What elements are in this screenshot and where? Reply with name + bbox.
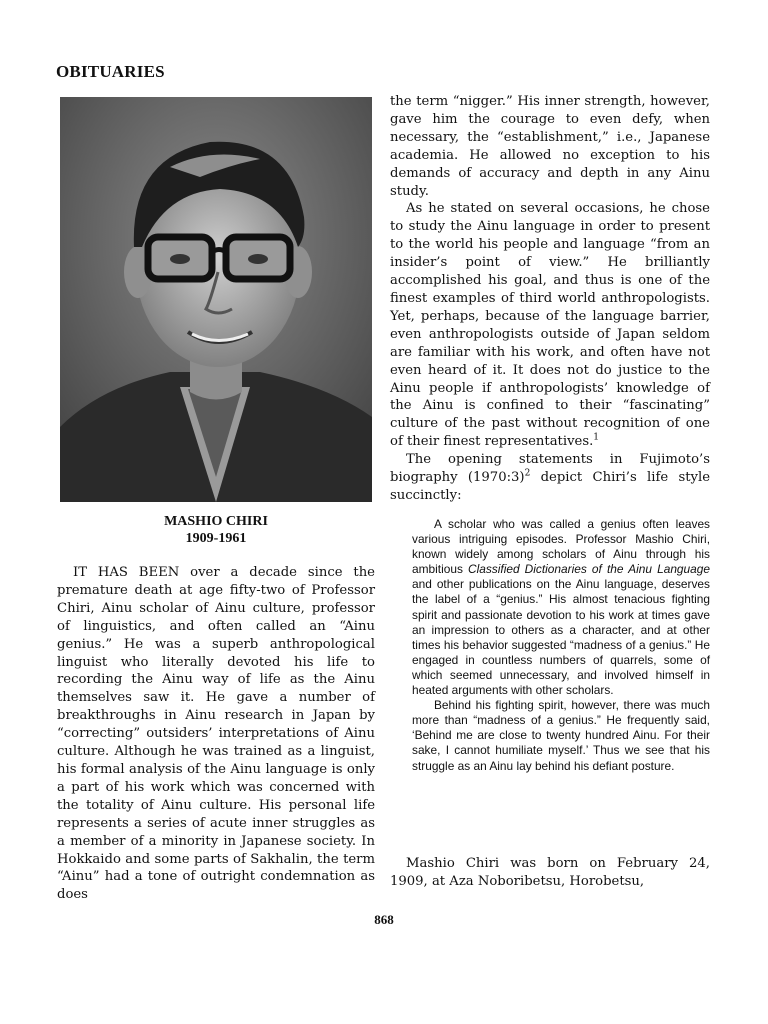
quote-text: A scholar who was called a genius often leaves various intriguing episodes. Professor Mashio Chiri, known widely among scholars of Ainu through his ambitious (412, 517, 710, 577)
caption-name: MASHIO CHIRI (164, 514, 268, 529)
portrait-illustration (60, 97, 372, 502)
page-number: 868 (374, 912, 394, 927)
caption-years: 1909-1961 (185, 531, 247, 546)
body-paragraph (390, 200, 710, 451)
quote-paragraph: Behind his fighting spirit, however, there was much more than “madness of a genius.” He frequently said, ‘Behind me are close to twenty hundred Ainu. For their sake, I cannot humiliate myself.’ Thus we see that his struggle as an Ainu lay behind his defiant posture. (412, 698, 710, 773)
left-column (57, 564, 375, 904)
block-quote (412, 517, 710, 774)
book-title: Classified Dictionaries of the Ainu Language (468, 562, 710, 577)
right-column (390, 93, 710, 505)
quote-paragraph (412, 517, 710, 698)
paragraph-text: As he stated on several occasions, he chose to study the Ainu language in order to present to the world his people and language “from an insider’s point of view.” He brilliantly accomplished his goal, and thus is one of the finest examples of third world anthropologists. Yet, perhaps, because of the language barrier, even anthropologists outside of Japan seldom are familiar with his work, and often have not even heard of it. It does not do justice to the Ainu people if anthropologists’ knowledge of the Ainu is confined to their “fascinating” culture of the past without recognition of one of their finest representatives. (390, 201, 710, 450)
footnote-marker: 1 (593, 432, 600, 443)
footnote-marker: 2 (524, 468, 531, 479)
closing-paragraph: Mashio Chiri was born on February 24, 1909, at Aza Noboribetsu, Horobetsu, (390, 856, 710, 889)
paragraph-text: depict Chiri’s life style succinctly: (390, 470, 711, 503)
paragraph-text: The opening statements in Fujimoto’s biography (1970:3) (390, 452, 710, 486)
body-paragraph (390, 451, 710, 505)
portrait-photo (60, 97, 372, 502)
closing-paragraph-container (390, 855, 710, 891)
section-header: OBITUARIES (56, 62, 165, 81)
quote-text: and other publications on the Ainu language, deserves the label of a “genius.” His almost tenacious fighting spirit and passionate devotion to his work at times gave an impression to others as a character, and at other times his behavior suggested “madness of a genius.” He engaged in countless numbers of quarrels, some of which seemed unnecessary, and involved himself in heated arguments with other scholars. (412, 577, 710, 698)
body-paragraph: IT HAS BEEN over a decade since the premature death at age fifty-two of Professor Chiri, Ainu scholar of Ainu culture, professor of linguistics, and often called an “Ainu genius.” He was a superb anthropological linguist who literally devoted his life to recording the Ainu way of life as the Ainu themselves saw it. He gave a number of breakthroughs in Ainu research in Japan by “correcting” outsiders’ interpretations of Ainu culture. Although he was trained as a linguist, his formal analysis of the Ainu language is only a part of his work which was concerned with the totality of Ainu culture. His personal life represents a series of acute inner struggles as a member of a minority in Japanese society. In Hokkaido and some parts of Sakhalin, the term “Ainu” had a tone of outright condemnation as does (57, 565, 375, 903)
continued-paragraph: the term “nigger.” His inner strength, however, gave him the courage to even defy, when necessary, the “establishment,” i.e., Japanese academia. He allowed no exception to his demands of accuracy and depth in any Ainu study. (390, 94, 710, 199)
